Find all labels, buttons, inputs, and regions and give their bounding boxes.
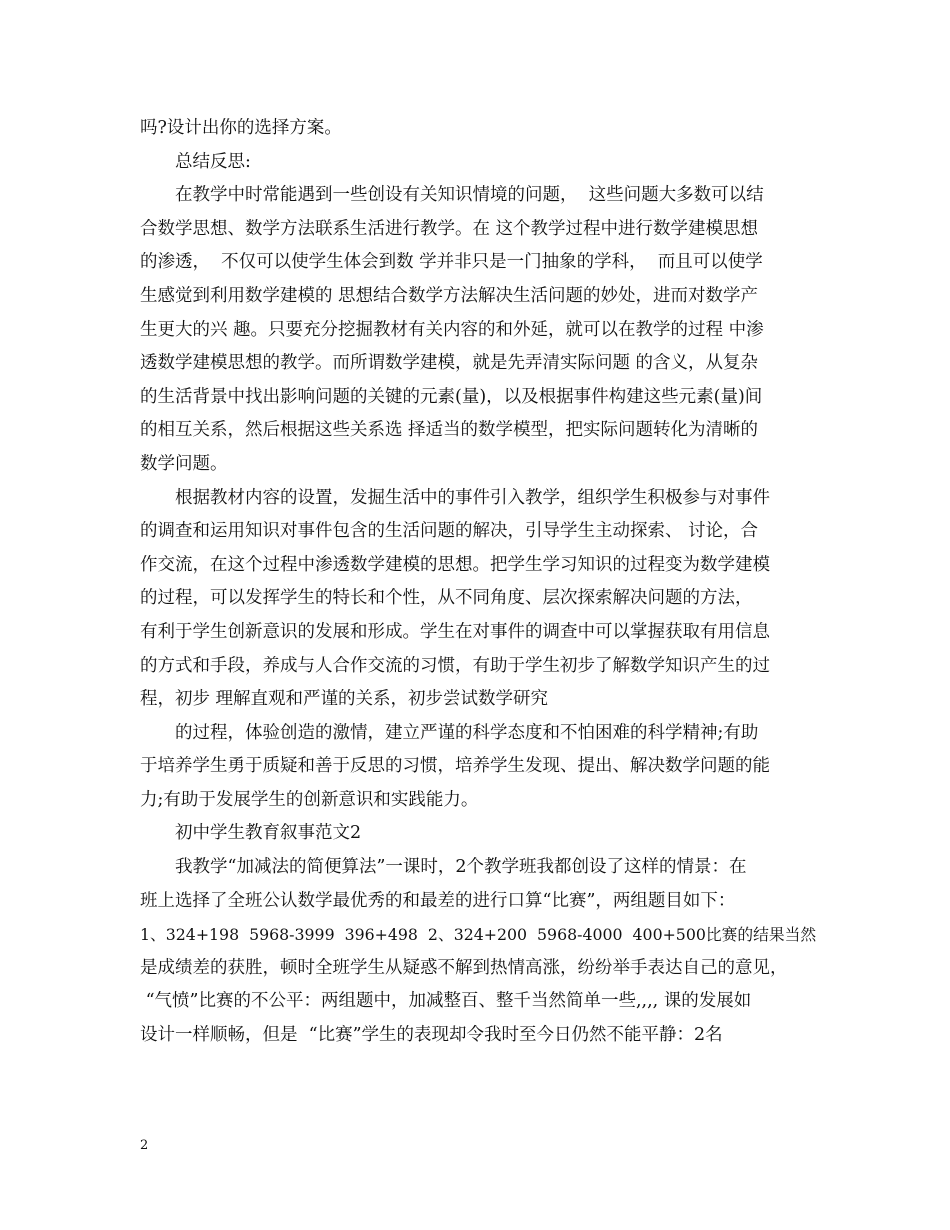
text-line: 吗?设计出你的选择方案。 [140,118,342,138]
document-body [140,112,820,1053]
text-line: 是成绩差的获胜，顿时全班学生从疑惑不解到热情高涨，纷纷举手表达自己的意见， [140,957,788,978]
text-line: 在教学中时常能遇到一些创设有关知识情境的问题， 这些问题大多数可以结 [175,185,764,206]
text-line: 生感觉到利用数学建模的 思想结合数学方法解决生活问题的妙处，进而对数学产 [140,285,759,306]
text-line: 透数学建模思想的教学。而所谓数学建模，就是先弄清实际问题 的含义，从复杂 [140,353,759,374]
text-line: 初中学生教育叙事范文2 [175,823,362,844]
text-line: “气愤”比赛的不公平：两组题中，加减整百、整千当然简单一些,,,, 课的发展如 [140,991,752,1012]
text-line: 合数学思想、数学方法联系生活进行教学。在 这个教学过程中进行数学建模思想 [140,218,759,239]
text-line: 的方式和手段，养成与人合作交流的习惯，有助于学生初步了解数学知识产生的过 [140,655,770,676]
text-line: 的渗透， 不仅可以使学生体会到数 学并非只是一门抽象的学科， 而且可以使学 [140,252,763,273]
text-line: 数学问题。 [140,453,228,474]
text-line: 程，初步 理解直观和严谨的关系，初步尝试数学研究 [140,689,549,710]
text-line: 1、324+198 5968-3999 396+498 2、324+200 5968-4000 400+500比赛的结果当然 [140,925,817,945]
text-line: 根据教材内容的设置，发掘生活中的事件引入教学，组织学生积极参与对事件 [175,487,770,508]
page-number: 2 [140,1138,149,1153]
text-line: 的调查和运用知识对事件包含的生活问题的解决，引导学生主动探索、 讨论，合 [140,521,759,542]
text-line: 有利于学生创新意识的发展和形成。学生在对事件的调查中可以掌握获取有用信息 [140,621,770,642]
text-line: 的生活背景中找出影响问题的关键的元素(量)，以及根据事件构建这些元素(量)间 [140,386,763,407]
text-line: 作交流，在这个过程中渗透数学建模的思想。把学生学习知识的过程变为数学建模 [140,554,770,575]
text-line: 的过程，可以发挥学生的特长和个性，从不同角度、层次探索解决问题的方法， [140,588,753,609]
text-line: 生更大的兴 趣。只要充分挖掘教材有关内容的和外延，就可以在教学的过程 中渗 [140,319,764,340]
text-line: 的过程，体验创造的激情，建立严谨的科学态度和不怕困难的科学精神;有助 [175,722,759,743]
text-line: 力;有助于发展学生的创新意识和实践能力。 [140,789,479,810]
text-line: 设计一样顺畅，但是 “比赛”学生的表现却令我时至今日仍然不能平静：2名 [140,1025,723,1046]
text-line: 我教学“加减法的简便算法”一课时，2个教学班我都创设了这样的情景：在 [175,857,747,878]
text-line: 总结反思: [175,151,251,172]
text-line: 的相互关系，然后根据这些关系选 择适当的数学模型，把实际问题转化为清晰的 [140,420,759,441]
text-line: 班上选择了全班公认数学最优秀的和最差的进行口算“比赛”，两组题目如下： [140,890,736,911]
text-line: 于培养学生勇于质疑和善于反思的习惯，培养学生发现、提出、解决数学问题的能 [140,756,770,777]
